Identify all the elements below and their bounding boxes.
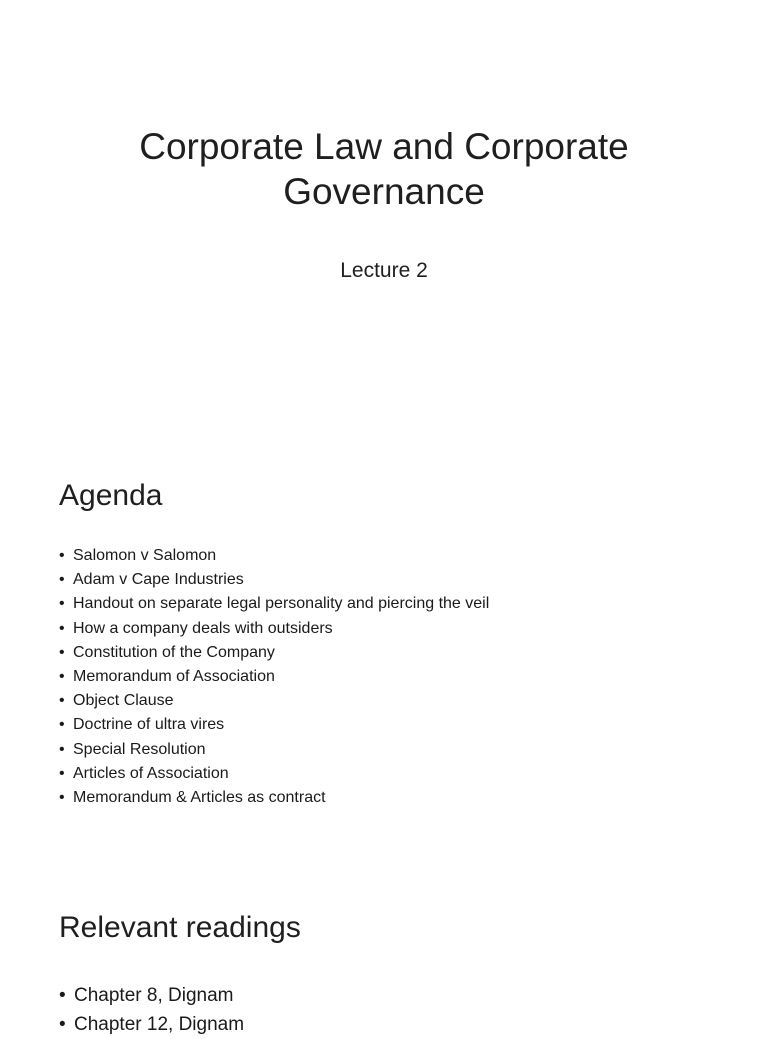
agenda-item: • Doctrine of ultra vires — [59, 713, 489, 737]
slide-title — [0, 124, 768, 214]
slide-title-line-1: Corporate Law and Corporate — [139, 126, 629, 167]
agenda-item: • Salomon v Salomon — [59, 544, 489, 568]
agenda-item: • Handout on separate legal personality and piercing the veil — [59, 592, 489, 616]
agenda-item: • How a company deals with outsiders — [59, 617, 489, 641]
agenda-item: • Constitution of the Company — [59, 641, 489, 665]
readings-heading: Relevant readings — [59, 911, 301, 944]
agenda-item: • Special Resolution — [59, 738, 489, 762]
agenda-heading: Agenda — [59, 479, 163, 512]
agenda-item: • Articles of Association — [59, 762, 489, 786]
agenda-list — [59, 544, 489, 810]
reading-item: • Chapter 12, Dignam — [59, 1010, 244, 1039]
reading-item: • Chapter 8, Dignam — [59, 981, 244, 1010]
slide-subtitle: Lecture 2 — [340, 259, 428, 282]
agenda-item: • Adam v Cape Industries — [59, 568, 489, 592]
agenda-item: • Memorandum & Articles as contract — [59, 786, 489, 810]
readings-list — [59, 981, 244, 1039]
agenda-slide — [0, 440, 768, 880]
agenda-item: • Object Clause — [59, 689, 489, 713]
agenda-item: • Memorandum of Association — [59, 665, 489, 689]
title-slide — [0, 0, 768, 440]
slide-title-line-2: Governance — [283, 171, 485, 212]
readings-slide — [0, 880, 768, 1035]
